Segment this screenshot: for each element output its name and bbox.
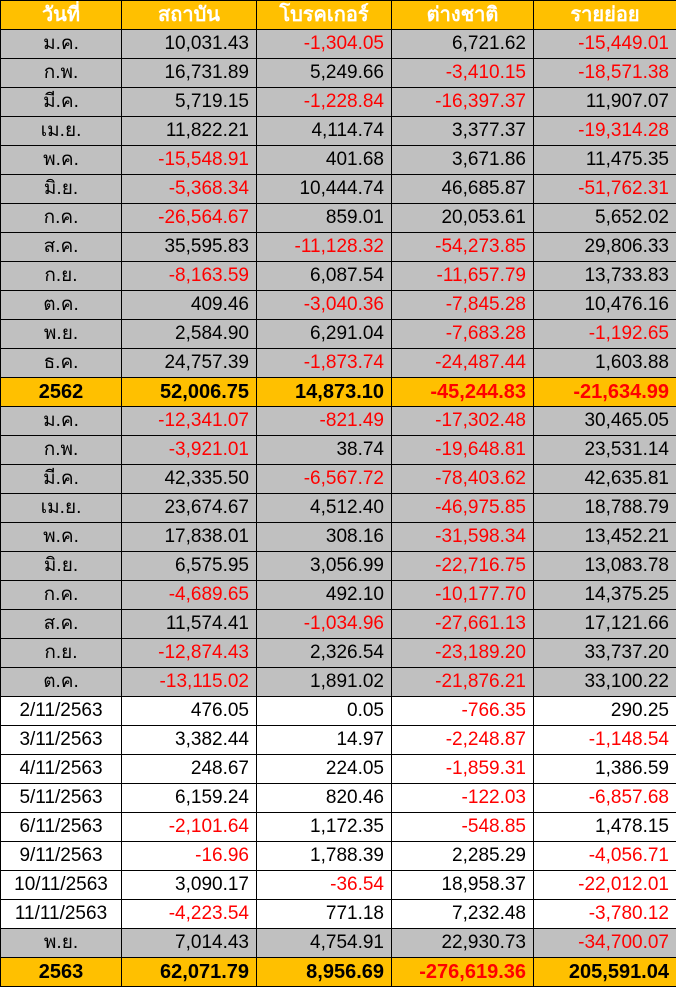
- institution-cell: -3,921.01: [122, 436, 257, 465]
- retail-cell: 23,531.14: [534, 436, 676, 465]
- header-date: วันที่: [1, 1, 122, 30]
- institution-cell: 11,822.21: [122, 117, 257, 146]
- retail-cell: 5,652.02: [534, 204, 676, 233]
- foreign-cell: -16,397.37: [392, 88, 534, 117]
- foreign-cell: -45,244.83: [392, 378, 534, 407]
- retail-cell: -22,012.01: [534, 871, 676, 900]
- retail-cell: 30,465.05: [534, 407, 676, 436]
- broker-cell: -11,128.32: [257, 233, 392, 262]
- date-cell: ก.ค.: [1, 581, 122, 610]
- date-cell: พ.ค.: [1, 523, 122, 552]
- foreign-cell: -23,189.20: [392, 639, 534, 668]
- foreign-cell: -22,716.75: [392, 552, 534, 581]
- table-row: [1, 813, 676, 842]
- foreign-cell: -2,248.87: [392, 726, 534, 755]
- institution-cell: 16,731.89: [122, 59, 257, 88]
- date-cell: มี.ค.: [1, 88, 122, 117]
- foreign-cell: 7,232.48: [392, 900, 534, 929]
- institution-cell: 5,719.15: [122, 88, 257, 117]
- broker-cell: 5,249.66: [257, 59, 392, 88]
- broker-cell: 8,956.69: [257, 958, 392, 987]
- foreign-cell: -7,845.28: [392, 291, 534, 320]
- header-row: [1, 1, 676, 30]
- table-row: [1, 59, 676, 88]
- institution-cell: 3,090.17: [122, 871, 257, 900]
- table-row: [1, 175, 676, 204]
- broker-cell: 38.74: [257, 436, 392, 465]
- date-cell: 5/11/2563: [1, 784, 122, 813]
- institution-cell: 42,335.50: [122, 465, 257, 494]
- table-row: [1, 697, 676, 726]
- header-institution: สถาบัน: [122, 1, 257, 30]
- retail-cell: 17,121.66: [534, 610, 676, 639]
- retail-cell: 10,476.16: [534, 291, 676, 320]
- institution-cell: 6,575.95: [122, 552, 257, 581]
- institution-cell: 62,071.79: [122, 958, 257, 987]
- retail-cell: 11,907.07: [534, 88, 676, 117]
- institution-cell: 11,574.41: [122, 610, 257, 639]
- date-cell: ต.ค.: [1, 668, 122, 697]
- institution-cell: 24,757.39: [122, 349, 257, 378]
- table-row: [1, 842, 676, 871]
- date-cell: ต.ค.: [1, 291, 122, 320]
- broker-cell: 771.18: [257, 900, 392, 929]
- table-row: [1, 30, 676, 59]
- retail-cell: 13,452.21: [534, 523, 676, 552]
- foreign-cell: -31,598.34: [392, 523, 534, 552]
- broker-cell: 3,056.99: [257, 552, 392, 581]
- table-row: [1, 494, 676, 523]
- header-broker: โบรคเกอร์: [257, 1, 392, 30]
- broker-cell: 820.46: [257, 784, 392, 813]
- table-row: [1, 755, 676, 784]
- foreign-cell: 3,671.86: [392, 146, 534, 175]
- foreign-cell: 22,930.73: [392, 929, 534, 958]
- foreign-cell: -122.03: [392, 784, 534, 813]
- table-row: [1, 929, 676, 958]
- retail-cell: 1,478.15: [534, 813, 676, 842]
- broker-cell: 492.10: [257, 581, 392, 610]
- table-row: [1, 233, 676, 262]
- institution-cell: -12,341.07: [122, 407, 257, 436]
- foreign-cell: -11,657.79: [392, 262, 534, 291]
- broker-cell: -36.54: [257, 871, 392, 900]
- date-cell: มิ.ย.: [1, 552, 122, 581]
- table-row: [1, 552, 676, 581]
- table-row: [1, 900, 676, 929]
- institution-cell: 17,838.01: [122, 523, 257, 552]
- foreign-cell: -10,177.70: [392, 581, 534, 610]
- retail-cell: 13,083.78: [534, 552, 676, 581]
- date-cell: ม.ค.: [1, 30, 122, 59]
- foreign-cell: -548.85: [392, 813, 534, 842]
- date-cell: ส.ค.: [1, 233, 122, 262]
- retail-cell: 1,386.59: [534, 755, 676, 784]
- institution-cell: 7,014.43: [122, 929, 257, 958]
- broker-cell: 308.16: [257, 523, 392, 552]
- foreign-cell: -24,487.44: [392, 349, 534, 378]
- date-cell: 2562: [1, 378, 122, 407]
- table-row: [1, 291, 676, 320]
- date-cell: พ.ค.: [1, 146, 122, 175]
- retail-cell: -1,192.65: [534, 320, 676, 349]
- date-cell: 6/11/2563: [1, 813, 122, 842]
- date-cell: 9/11/2563: [1, 842, 122, 871]
- retail-cell: 18,788.79: [534, 494, 676, 523]
- foreign-cell: -3,410.15: [392, 59, 534, 88]
- institution-cell: 2,584.90: [122, 320, 257, 349]
- date-cell: พ.ย.: [1, 320, 122, 349]
- institution-cell: -2,101.64: [122, 813, 257, 842]
- date-cell: ก.พ.: [1, 59, 122, 88]
- broker-cell: 14.97: [257, 726, 392, 755]
- institution-cell: 248.67: [122, 755, 257, 784]
- total-row: [1, 378, 676, 407]
- retail-cell: 42,635.81: [534, 465, 676, 494]
- total-row: [1, 958, 676, 987]
- table-row: [1, 320, 676, 349]
- date-cell: พ.ย.: [1, 929, 122, 958]
- table-row: [1, 349, 676, 378]
- foreign-cell: -766.35: [392, 697, 534, 726]
- date-cell: ส.ค.: [1, 610, 122, 639]
- institution-cell: 6,159.24: [122, 784, 257, 813]
- retail-cell: -15,449.01: [534, 30, 676, 59]
- retail-cell: 13,733.83: [534, 262, 676, 291]
- date-cell: 2/11/2563: [1, 697, 122, 726]
- institution-cell: 409.46: [122, 291, 257, 320]
- table-row: [1, 436, 676, 465]
- foreign-cell: 2,285.29: [392, 842, 534, 871]
- table-body: [1, 30, 676, 987]
- broker-cell: 2,326.54: [257, 639, 392, 668]
- broker-cell: -6,567.72: [257, 465, 392, 494]
- retail-cell: -34,700.07: [534, 929, 676, 958]
- retail-cell: -3,780.12: [534, 900, 676, 929]
- date-cell: ก.พ.: [1, 436, 122, 465]
- table-row: [1, 581, 676, 610]
- foreign-cell: 46,685.87: [392, 175, 534, 204]
- date-cell: 3/11/2563: [1, 726, 122, 755]
- institution-cell: -12,874.43: [122, 639, 257, 668]
- date-cell: ก.ค.: [1, 204, 122, 233]
- broker-cell: -3,040.36: [257, 291, 392, 320]
- broker-cell: -1,034.96: [257, 610, 392, 639]
- institution-cell: -26,564.67: [122, 204, 257, 233]
- institution-cell: 35,595.83: [122, 233, 257, 262]
- broker-cell: 10,444.74: [257, 175, 392, 204]
- date-cell: 2563: [1, 958, 122, 987]
- institution-cell: 476.05: [122, 697, 257, 726]
- retail-cell: -51,762.31: [534, 175, 676, 204]
- date-cell: ก.ย.: [1, 639, 122, 668]
- broker-cell: 859.01: [257, 204, 392, 233]
- broker-cell: 401.68: [257, 146, 392, 175]
- broker-cell: 1,788.39: [257, 842, 392, 871]
- foreign-cell: -21,876.21: [392, 668, 534, 697]
- table-row: [1, 523, 676, 552]
- retail-cell: 205,591.04: [534, 958, 676, 987]
- retail-cell: -21,634.99: [534, 378, 676, 407]
- retail-cell: 14,375.25: [534, 581, 676, 610]
- date-cell: มี.ค.: [1, 465, 122, 494]
- retail-cell: 1,603.88: [534, 349, 676, 378]
- broker-cell: 6,291.04: [257, 320, 392, 349]
- table-row: [1, 465, 676, 494]
- broker-cell: 0.05: [257, 697, 392, 726]
- table-row: [1, 204, 676, 233]
- institution-cell: -4,689.65: [122, 581, 257, 610]
- foreign-cell: -19,648.81: [392, 436, 534, 465]
- broker-cell: 1,172.35: [257, 813, 392, 842]
- table-row: [1, 117, 676, 146]
- foreign-cell: -276,619.36: [392, 958, 534, 987]
- date-cell: 4/11/2563: [1, 755, 122, 784]
- header-retail: รายย่อย: [534, 1, 676, 30]
- broker-cell: 1,891.02: [257, 668, 392, 697]
- institution-cell: 3,382.44: [122, 726, 257, 755]
- header-foreign: ต่างชาติ: [392, 1, 534, 30]
- foreign-cell: 3,377.37: [392, 117, 534, 146]
- date-cell: 10/11/2563: [1, 871, 122, 900]
- foreign-cell: -17,302.48: [392, 407, 534, 436]
- institution-cell: -13,115.02: [122, 668, 257, 697]
- table-row: [1, 146, 676, 175]
- institution-cell: -16.96: [122, 842, 257, 871]
- institution-cell: -8,163.59: [122, 262, 257, 291]
- retail-cell: -19,314.28: [534, 117, 676, 146]
- retail-cell: 33,737.20: [534, 639, 676, 668]
- foreign-cell: -27,661.13: [392, 610, 534, 639]
- date-cell: เม.ย.: [1, 494, 122, 523]
- table-row: [1, 668, 676, 697]
- broker-cell: 14,873.10: [257, 378, 392, 407]
- retail-cell: -18,571.38: [534, 59, 676, 88]
- retail-cell: 11,475.35: [534, 146, 676, 175]
- retail-cell: -1,148.54: [534, 726, 676, 755]
- broker-cell: 4,114.74: [257, 117, 392, 146]
- retail-cell: 33,100.22: [534, 668, 676, 697]
- table-row: [1, 262, 676, 291]
- institution-cell: 10,031.43: [122, 30, 257, 59]
- table-row: [1, 639, 676, 668]
- foreign-cell: -78,403.62: [392, 465, 534, 494]
- date-cell: ม.ค.: [1, 407, 122, 436]
- institution-cell: -15,548.91: [122, 146, 257, 175]
- broker-cell: 6,087.54: [257, 262, 392, 291]
- institution-cell: 52,006.75: [122, 378, 257, 407]
- table-row: [1, 871, 676, 900]
- date-cell: มิ.ย.: [1, 175, 122, 204]
- broker-cell: -1,228.84: [257, 88, 392, 117]
- foreign-cell: 6,721.62: [392, 30, 534, 59]
- date-cell: 11/11/2563: [1, 900, 122, 929]
- institution-cell: -5,368.34: [122, 175, 257, 204]
- retail-cell: 29,806.33: [534, 233, 676, 262]
- broker-cell: -1,873.74: [257, 349, 392, 378]
- broker-cell: 4,754.91: [257, 929, 392, 958]
- broker-cell: -1,304.05: [257, 30, 392, 59]
- broker-cell: 224.05: [257, 755, 392, 784]
- date-cell: ธ.ค.: [1, 349, 122, 378]
- foreign-cell: -46,975.85: [392, 494, 534, 523]
- retail-cell: 290.25: [534, 697, 676, 726]
- foreign-cell: 20,053.61: [392, 204, 534, 233]
- broker-cell: 4,512.40: [257, 494, 392, 523]
- date-cell: เม.ย.: [1, 117, 122, 146]
- institution-cell: -4,223.54: [122, 900, 257, 929]
- institution-cell: 23,674.67: [122, 494, 257, 523]
- foreign-cell: -7,683.28: [392, 320, 534, 349]
- table-row: [1, 88, 676, 117]
- broker-cell: -821.49: [257, 407, 392, 436]
- foreign-cell: -1,859.31: [392, 755, 534, 784]
- table-row: [1, 784, 676, 813]
- table-row: [1, 610, 676, 639]
- date-cell: ก.ย.: [1, 262, 122, 291]
- table-row: [1, 407, 676, 436]
- table-row: [1, 726, 676, 755]
- foreign-cell: 18,958.37: [392, 871, 534, 900]
- retail-cell: -6,857.68: [534, 784, 676, 813]
- foreign-cell: -54,273.85: [392, 233, 534, 262]
- retail-cell: -4,056.71: [534, 842, 676, 871]
